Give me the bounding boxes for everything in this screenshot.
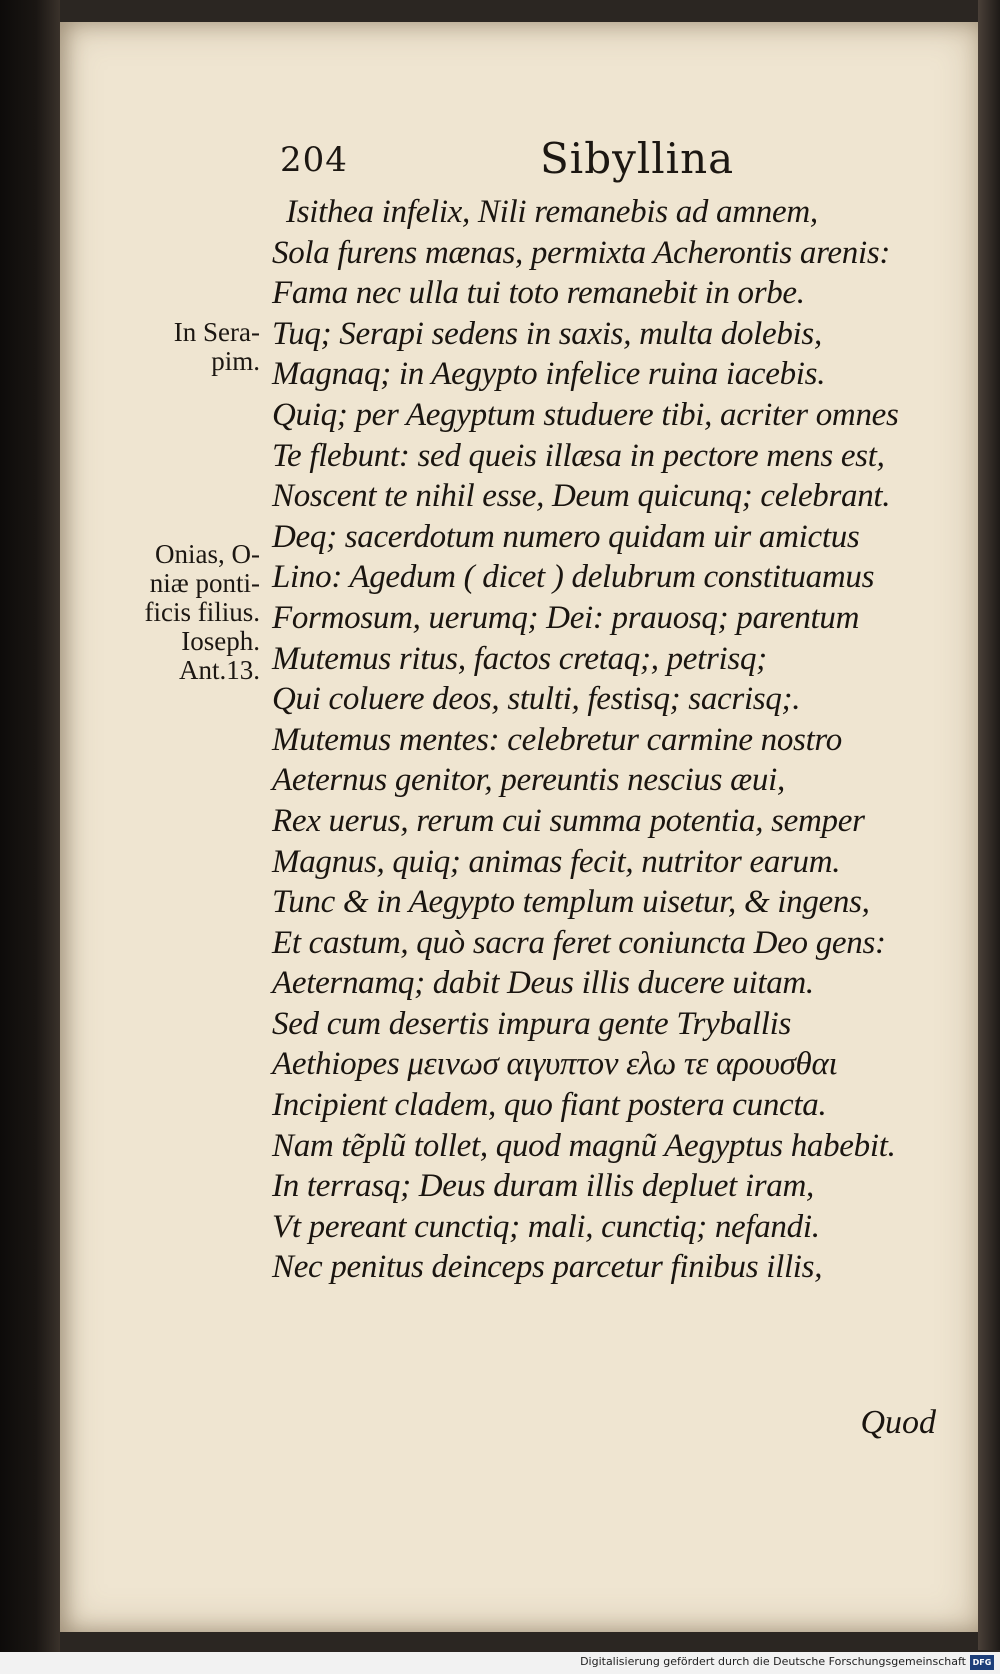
footer-bar: [0, 1652, 1000, 1674]
verse-line: Nec penitus deinceps parcetur finibus illis,: [272, 1249, 823, 1286]
marginal-note-line: Onias, O-: [155, 539, 260, 569]
catchword: Quod: [860, 1404, 936, 1441]
marginal-note-line: niæ ponti-: [149, 568, 260, 598]
verse-line: Incipient cladem, quo fiant postera cuncta.: [272, 1087, 827, 1124]
marginal-note-line: ficis filius.: [144, 597, 260, 627]
verse-line: In terrasq; Deus duram illis depluet iram,: [272, 1168, 814, 1205]
verse-line: Tunc & in Aegypto templum uisetur, & ingens,: [272, 884, 870, 921]
verse-line: Formosum, uerumq; Dei: prauosq; parentum: [272, 599, 860, 636]
verse-line: Aethiopes μεινωσ αιγυπτον ελω τε αρουσθαι: [272, 1046, 838, 1083]
verse-block: [272, 192, 952, 1288]
funding-credit: Digitalisierung gefördert durch die Deutsche Forschungsgemeinschaft: [580, 1655, 966, 1668]
verse-line: Te flebunt: sed queis illæsa in pectore mens est,: [272, 437, 885, 474]
page-number: 204: [280, 140, 348, 180]
dfg-logo-icon: DFG: [970, 1655, 994, 1670]
verse-line: Sed cum desertis impura gente Tryballis: [272, 1005, 792, 1042]
verse-line: Vt pereant cunctiq; mali, cunctiq; nefandi.: [272, 1208, 820, 1245]
marginal-note-line: Ioseph.: [181, 626, 260, 656]
verse-line: Magnaq; in Aegypto infelice ruina iacebis.: [272, 356, 826, 393]
verse-line: Et castum, quò sacra feret coniuncta Deo gens:: [272, 924, 886, 961]
verse-line: Quiq; per Aegyptum studuere tibi, acriter omnes: [272, 396, 899, 433]
marginal-note-serapis: [174, 318, 260, 376]
verse-line: Fama nec ulla tui toto remanebit in orbe.: [272, 275, 805, 312]
verse-line: Aeternamq; dabit Deus illis ducere uitam.: [272, 965, 814, 1002]
marginal-note-line: Ant.13.: [179, 655, 260, 685]
verse-line: Mutemus ritus, factos cretaq;, petrisq;: [272, 640, 767, 677]
verse-line: Isithea infelix, Nili remanebis ad amnem,: [286, 194, 818, 230]
verse-line: Rex uerus, rerum cui summa potentia, semper: [272, 802, 865, 839]
verse-line: Qui coluere deos, stulti, festisq; sacrisq;.: [272, 681, 801, 718]
verse-line: Sola furens mænas, permixta Acherontis arenis:: [272, 234, 891, 271]
page-header: [280, 134, 980, 190]
verse-line: Deq; sacerdotum numero quidam uir amictus: [272, 518, 860, 555]
marginal-note-line: pim.: [211, 346, 260, 376]
verse-line: Aeternus genitor, pereuntis nescius æui,: [272, 762, 785, 799]
verse-line: Tuq; Serapi sedens in saxis, multa dolebis,: [272, 315, 822, 352]
marginal-note-onias: [145, 540, 261, 685]
verse-line: Magnus, quiq; animas fecit, nutritor earum.: [272, 843, 841, 880]
verse-line: Nam tẽplũ tollet, quod magnũ Aegyptus habebit.: [272, 1127, 896, 1164]
book-spine-shadow: [0, 0, 60, 1674]
verse-line: Noscent te nihil esse, Deum quicunq; celebrant.: [272, 478, 891, 515]
marginal-note-line: In Sera-: [173, 317, 260, 347]
running-title: Sibyllina: [540, 134, 735, 183]
verse-line: Lino: Agedum ( dicet ) delubrum constituamus: [272, 559, 875, 596]
verse-line: Mutemus mentes: celebretur carmine nostro: [272, 721, 842, 758]
book-edge: [978, 0, 1000, 1650]
